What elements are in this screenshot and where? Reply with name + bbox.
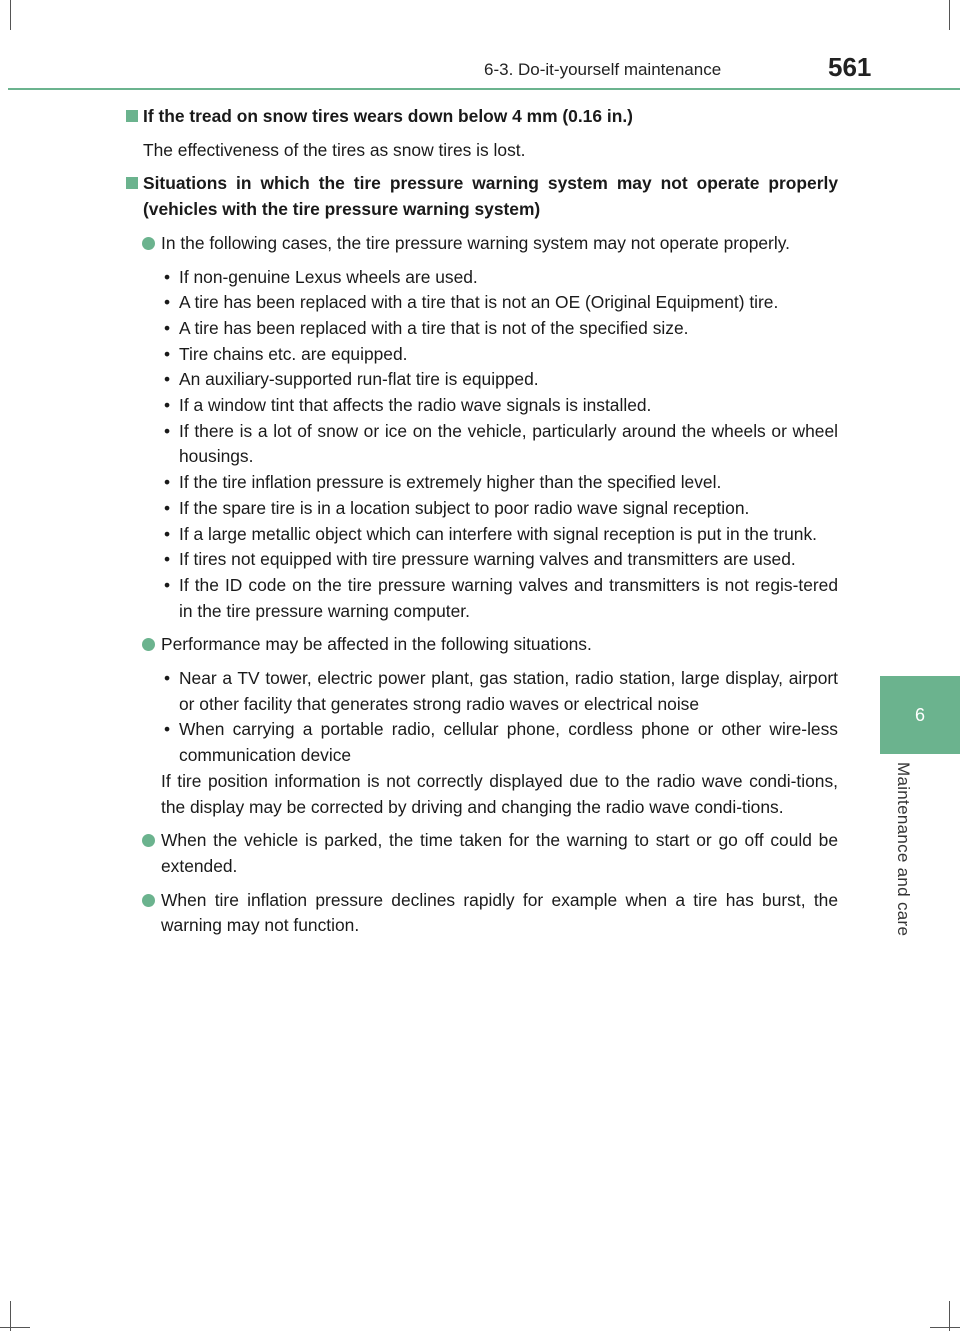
- crop-mark: [949, 1301, 950, 1331]
- crop-mark: [930, 1327, 960, 1328]
- chapter-number: 6: [914, 704, 925, 725]
- page-content: [126, 104, 838, 939]
- list-item: • If a large metallic object which can interfere with signal reception is put in the trunk.: [163, 523, 817, 544]
- circle-bullet-icon: [142, 834, 155, 847]
- list-item: • If the spare tire is in a location subject to poor radio wave signal reception.: [163, 497, 750, 518]
- chapter-tab: [880, 676, 960, 754]
- crop-mark: [10, 0, 11, 30]
- bullet-list: [126, 666, 838, 769]
- section-heading: If the tread on snow tires wears down below 4 mm (0.16 in.): [126, 104, 838, 130]
- circle-bullet-icon: [142, 894, 155, 907]
- square-bullet-icon: [126, 177, 138, 189]
- square-bullet-icon: [126, 110, 138, 122]
- bullet-list: [126, 265, 838, 625]
- list-item: • An auxiliary-supported run-flat tire is equipped.: [163, 369, 539, 390]
- list-item: • If tires not equipped with tire pressure warning valves and transmitters are used.: [163, 549, 796, 570]
- crop-mark: [949, 0, 950, 30]
- list-item: • If a window tint that affects the radio wave signals is installed.: [163, 395, 652, 416]
- circle-bullet-icon: [142, 638, 155, 651]
- list-item: In the following cases, the tire pressure warning system may not operate properly.: [126, 231, 838, 257]
- chapter-label: Maintenance and care: [894, 762, 913, 937]
- section-text: The effectiveness of the tires as snow tires is lost.: [143, 139, 526, 160]
- section-heading: Situations in which the tire pressure warning system may not operate properly (vehicles with the tire pressure warning system): [126, 171, 838, 222]
- list-item: When the vehicle is parked, the time taken for the warning to start or go off could be extended.: [126, 828, 838, 879]
- list-item: • Near a TV tower, electric power plant, gas station, radio station, large display, airport or other facility that generates strong radio waves or electrical noise: [163, 668, 838, 714]
- list-item: • A tire has been replaced with a tire that is not of the specified size.: [163, 317, 689, 338]
- list-item: • When carrying a portable radio, cellular phone, cordless phone or other wire-less communication device: [163, 719, 838, 766]
- crop-mark: [0, 1327, 30, 1328]
- section-header: 6-3. Do-it-yourself maintenance: [484, 60, 722, 79]
- list-item: • Tire chains etc. are equipped.: [163, 343, 408, 364]
- list-item: • If non-genuine Lexus wheels are used.: [163, 266, 478, 287]
- list-item: • A tire has been replaced with a tire that is not an OE (Original Equipment) tire.: [163, 292, 779, 313]
- list-item: • If the ID code on the tire pressure warning valves and transmitters is not regis-tered in the tire pressure warning computer.: [163, 574, 838, 621]
- list-item: • If there is a lot of snow or ice on the vehicle, particularly around the wheels or wheel housings.: [163, 420, 838, 467]
- header-rule: [8, 88, 960, 90]
- page-number: 561: [828, 52, 872, 82]
- list-item: • If the tire inflation pressure is extremely higher than the specified level.: [163, 472, 722, 493]
- list-item: When tire inflation pressure declines rapidly for example when a tire has burst, the warning may not function.: [126, 888, 838, 939]
- list-item: Performance may be affected in the following situations.: [126, 632, 838, 658]
- note-text: If tire position information is not correctly displayed due to the radio wave condi-tions, the display may be corrected by driving and changing the radio wave condi-tions.: [161, 770, 838, 817]
- circle-bullet-icon: [142, 237, 155, 250]
- crop-mark: [10, 1301, 11, 1331]
